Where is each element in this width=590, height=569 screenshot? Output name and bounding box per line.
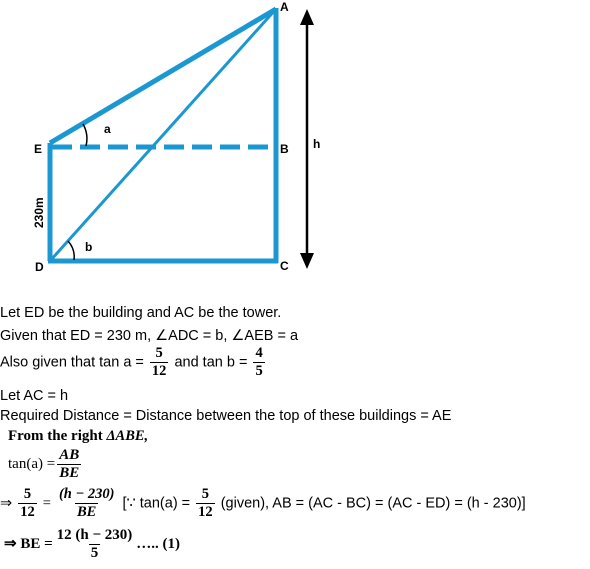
text-line-6-math: ΔABE,	[106, 428, 149, 444]
equation-1-fraction	[57, 448, 81, 481]
line-DA	[50, 9, 276, 261]
equation-1	[8, 448, 83, 481]
label-230m: 230m	[32, 197, 46, 228]
fraction-numerator: 5	[23, 486, 32, 502]
fraction-denominator: 5	[90, 545, 99, 561]
label-angle-b: b	[85, 240, 93, 254]
label-C: C	[280, 259, 289, 273]
text-line-3-pre: Also given that tan a =	[0, 354, 148, 371]
equation-3-pre: ⇒ BE =	[4, 535, 53, 552]
equation-2-arrow: ⇒	[0, 495, 13, 512]
equation-2-fraction-5-12	[18, 487, 37, 520]
equation-3-post: ….. (1)	[136, 535, 181, 552]
equation-2-note-pre: [∵ tan(a) =	[122, 495, 195, 512]
text-line-5: Required Distance = Distance between the top of these buildings = AE	[0, 408, 452, 424]
fraction-numerator: 5	[155, 345, 163, 361]
angle-a-arc	[83, 124, 87, 146]
fraction-numerator: (h − 230)	[58, 486, 115, 502]
fraction-denominator: BE	[77, 504, 97, 520]
label-h: h	[313, 137, 321, 151]
equation-2-fraction	[57, 487, 117, 520]
fraction-numerator: 12 (h − 230)	[56, 527, 133, 543]
fraction-denominator: 12	[151, 363, 167, 379]
text-line-3	[0, 346, 267, 379]
equation-1-lhs: tan(a) =	[8, 455, 56, 472]
equation-2-note-fraction	[196, 487, 215, 520]
equation-3-fraction	[55, 528, 135, 561]
text-line-4: Let AC = h	[0, 388, 69, 404]
text-line-6-bold: From the right	[8, 428, 107, 444]
equation-2	[0, 487, 526, 520]
label-D: D	[35, 260, 44, 274]
fraction-4-5	[253, 346, 264, 379]
label-A: A	[280, 0, 289, 14]
fraction-denominator: 12	[198, 504, 213, 520]
text-line-1: Let ED be the building and AC be the tower.	[0, 305, 282, 321]
height-arrow-bottom	[300, 253, 314, 269]
line-EA	[50, 9, 276, 143]
equation-2-equals: =	[42, 495, 51, 512]
label-B: B	[280, 142, 289, 156]
angle-b-arc	[68, 241, 74, 260]
fraction-denominator: 5	[255, 363, 263, 379]
fraction-denominator: 12	[20, 504, 35, 520]
fraction-numerator: 4	[255, 345, 263, 361]
height-arrow-top	[300, 9, 314, 25]
fraction-numerator: AB	[59, 447, 80, 463]
equation-3	[4, 528, 180, 561]
text-line-6	[8, 427, 148, 445]
fraction-denominator: BE	[59, 465, 80, 481]
fraction-numerator: 5	[201, 486, 210, 502]
text-line-2: Given that ED = 230 m, ∠ADC = b, ∠AEB = a	[0, 328, 299, 344]
label-angle-a: a	[104, 122, 111, 136]
equation-2-note-post: (given), AB = (AC - BC) = (AC - ED) = (h - 230)]	[216, 495, 526, 512]
fraction-5-12	[150, 346, 169, 379]
text-line-3-mid: and tan b =	[170, 354, 252, 371]
label-E: E	[34, 142, 43, 156]
